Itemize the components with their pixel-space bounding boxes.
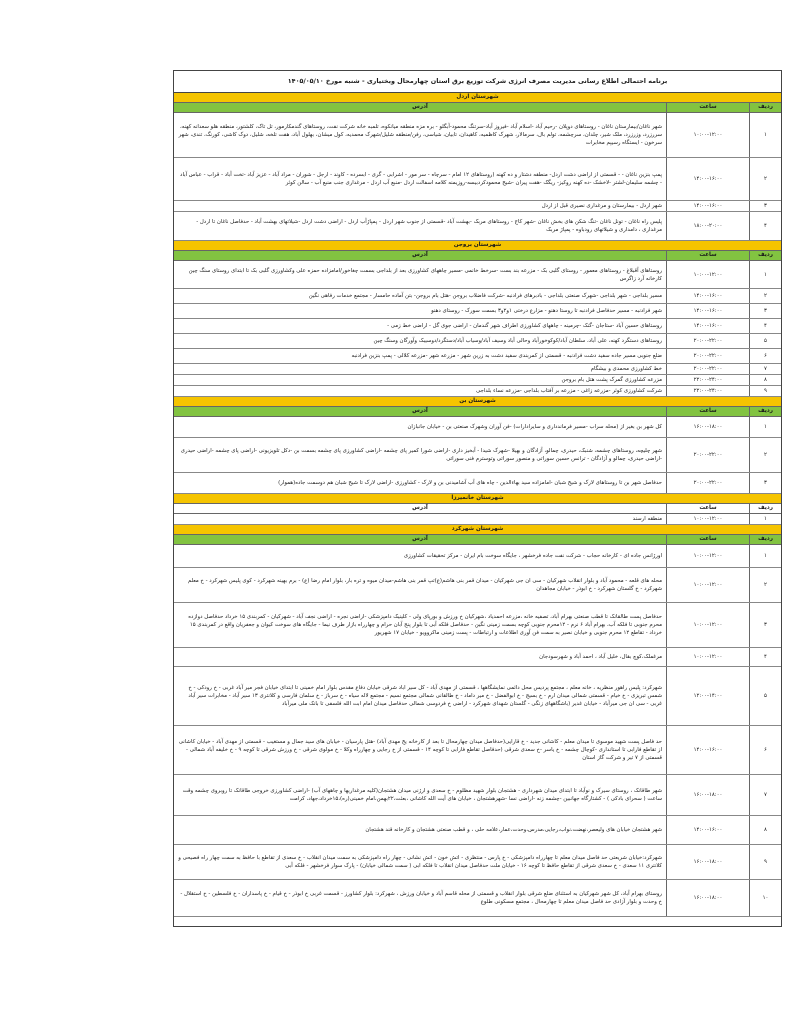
county-header: شهرستان اردل (174, 93, 781, 103)
county-header: شهرستان بروجن (174, 241, 781, 251)
row-address: کل شهر بن بغیر از (محله سراب -مسیر فرماندداری و سایرادارات) -فن آوران وشهرک صنعتی بن - خیابان جانبازان (407, 424, 662, 430)
row-address: شهر ناغان/بیمارستان ناغان - روستاهای دوپلان -رحیم آباد -اسلام آباد -فیروز آباد-سرتنگ محمود-آبگلو - بره مزه منطقه میانکوه، تلمبه خانه شرکت نفت، روستاهای گندمکارمور، تل تاک، کلشتور، منطقه هلو سعدانه کهنه، سررزرد، وزرزرد، ملک شیر، چلدان، سرچشمه، تولم بال، سرمالار، شهرک کاظمیه، کاهیدان، تابیان، شیاسی، رفن/منطقه شلیل/شهرک محمدیه، کول میشان، بهلول آباد، هفت تلخه، شلیل، دوک کاشی، کورنگ، تندی، شهر سرخون - ایستگاه رسیپم مخابرات (178, 124, 662, 146)
row-time: ۱۸:۰۰-۲۰:۰۰ (666, 212, 749, 240)
table-row (174, 304, 781, 319)
table-row (174, 364, 781, 375)
table-row (174, 775, 781, 816)
column-header-time: ساعت (666, 504, 749, 513)
row-time: ۲۰:۰۰-۲۲:۰۰ (666, 334, 749, 348)
row-address: شهرکرد:خیابان شریعتی حد فاصل میدان معلم تا چهارراه دامپزشکی - خ پارس - منتظری - اتش خون - اتش نشانی - چهار راه دامپزشکی به سمت میدان انقلاب - خ سعدی از تقاطع با حافظ به سمت چهار راه فصیحی و کلانتری ۱۱ سعدی - خ سعدی شرقی از تقاطع حافظ تا کوچه ۱۶ - خیابان ملت حدفاصل میدان انقلاب تا فلکه ابی ( سمت شمالی خیابان) - پارک سوار فرخشهر - فلکه آبی (178, 855, 662, 869)
row-time: ۲۰:۰۰-۲۲:۰۰ (666, 364, 749, 374)
row-address-cell (174, 438, 666, 472)
table-row (174, 319, 781, 334)
row-number: ۴ (749, 212, 781, 240)
row-time: ۱۴:۰۰-۱۶:۰۰ (666, 304, 749, 318)
row-address-cell (174, 289, 666, 303)
county-blocks (174, 93, 781, 917)
row-number: ۴ (749, 319, 781, 333)
table-row (174, 845, 781, 880)
row-number: ۱ (749, 545, 781, 567)
schedule-table (173, 70, 782, 927)
row-number: ۶ (749, 349, 781, 363)
column-header-number: ردیف (749, 407, 781, 416)
row-address: پمپ بنزین ناغان - - قسمتی از اراضی دشت اردل- منطقه دشتار و ده کهنه (روستاهای ۱۲ امام - سرچاه - سر مور - اشرابی - گری - ابسرده - کاوند - ارجل - شوران - مراد آباد - عزیز آباد -تخت آباد - قراب - عباس آباد - چشمه سلیمان-لشتر -لاخشک -ده کهنه روکیز- ریگک -هفت پیران -شیخ محمودکردبیسه-روزیمنه کلامه اسفالت اردل -منبع آب اردل - مرغداری جنب منبع آب - سالن کوثر (180, 172, 662, 186)
row-address: حد فاصل پست شهید موسوی تا میدان معلم - کاشانی جدید - خ قارایی(حدفاصل میدان چهارمحال تا بعد از کارخانه یخ مهدی آباد) -هتل پارسیان - خیابان های سید جمال و مستغیب - قسمتی از مهدی آباد - خیابان کاشانی از تقاطع فارابی تا استانداری -کوچال چشمه - خ یاسر -خ سعدی شرقی (حدفاصل تقاطع فارابی تا کوچه ۱۴ - قسمتی از خ رجایی و چهارراه وکلا - خ مولوی شرقی - خ ورزش شرقی تا کوچه ۹ - خ خلیفه آباد شمالی - قسمتی از ۷ تیر و شرکت گاز استان (178, 739, 662, 761)
column-header-address: آدرس (412, 505, 428, 511)
table-row (174, 261, 781, 289)
row-address-cell (174, 304, 666, 318)
row-time: ۲۰:۰۰-۲۲:۰۰ (666, 349, 749, 363)
table-row (174, 113, 781, 158)
column-header-number: ردیف (749, 504, 781, 513)
row-address-cell (174, 158, 666, 200)
row-time: ۱۰:۰۰-۱۲:۰۰ (666, 113, 749, 157)
row-address: شهر چلیچه، روستاهای چشمه، شنبک، حیدری، چمالو، آزادگان و بهیلا -شهرک شیدا - آبخیز داری -اراضی شورا کمیر پای چشمه -اراضی کشاورزی پای چشمه بسمت بن -دکل تلویزیونی -اراضی پای چشمه -اراضی حیدری -اراضی حیدری، چمالو و آزادگان - ترانس حسین سوراتی و منصور سوراتی وتوسترم فنی سوراتی (180, 448, 662, 462)
table-row (174, 473, 781, 494)
column-header-address: آدرس (412, 408, 428, 414)
row-address-cell (174, 845, 666, 879)
table-row (174, 438, 781, 473)
row-address: شهرکرد: پلیس راهور منظریه ، خانه معلم ، مجتمع پردیس محل دائمی نمایشگاهها ، قسمتی از مهدی آباد - کل سیر اباد شرقی خیابان دفاع مقدس بلوار امام خمینی تا ابتدای خیابان فجر میر آباد غربی - خ رودکی - خ شمس تبریزی - خ خیام - قسمتی شمالی میدان ارم - خ بسیج - خ ابوالفضل - خ میر داماد - خ طالقانی شمالی مجتمع نسیم - مجتمع لاله سیاه - خ سرباز - خ سلمان فارسی و کلانتری ۱۳ سیر آباد - مخابرات سیر آباد غربی - سی ان جی میرآباد - خیابان غدیر (باشگاههای زنگی - گلستان شهدای شهرکرد - اراضی خ فردوسی شمالی حدفاصل میدان امام ابت الله فلسفی تا بانک ملی میرآباد (188, 685, 662, 707)
column-header-address: آدرس (412, 252, 428, 258)
row-number: ۹ (749, 386, 781, 396)
row-address: محله های قلعه - محمود آباد و بلوار انقلاب شهرکیان - سی ان جی شهرکیان - میدان قمر بنی هاشم(ع)تپ قمر بنی هاشم-میدان میوه و تره بار، بلوار امام رضا (ع) - برم بهینه شهرکرد - کوی پلیس شهرکرد - خ معلم شهرکرد - خ گلستان شهرکرد - خ ابوذر - خیابان مجاهدان (187, 578, 662, 592)
column-header-time: ساعت (666, 103, 749, 112)
row-number: ۶ (749, 726, 781, 774)
column-header-time: ساعت (666, 535, 749, 544)
row-number: ۱ (749, 417, 781, 437)
row-number: ۳ (749, 304, 781, 318)
row-address-cell (174, 364, 666, 374)
row-address: شهر فرادنبه - مسیر حدفاصل فرادنبه تا روستا دهنو - مزارع درختی ۱و۲و۳ بسمت سورک - روستای دهنو (431, 308, 662, 314)
table-row (174, 158, 781, 201)
row-number: ۵ (749, 667, 781, 725)
row-address: حدفاصل شهر بن تا روستاهای لارک و شیخ شبان -امامزاده سید بهاءالدین - چاه های آب آشامیدنی بن و لارک - کشاورزی -اراضی لارک تا شیخ شبان هم دوسمت جاده(هموار) (278, 480, 662, 486)
row-address-cell (174, 648, 666, 666)
row-address-cell (174, 417, 666, 437)
row-address-cell (174, 667, 666, 725)
row-address-cell (174, 201, 666, 211)
row-address-cell (174, 603, 666, 647)
table-row (174, 603, 781, 648)
row-address-cell (174, 568, 666, 602)
row-address-cell (174, 334, 666, 348)
row-number: ۴ (749, 648, 781, 666)
table-row (174, 289, 781, 304)
table-row (174, 514, 781, 525)
row-address-cell (174, 775, 666, 815)
column-header-address: آدرس (412, 536, 428, 542)
row-number: ۷ (749, 364, 781, 374)
column-header-time: ساعت (666, 407, 749, 416)
table-row (174, 349, 781, 364)
row-address-cell (174, 261, 666, 288)
row-time: ۲۲:۰۰-۲۴:۰۰ (666, 386, 749, 396)
column-header-number: ردیف (749, 103, 781, 112)
row-time: ۱۴:۰۰-۱۶:۰۰ (666, 201, 749, 211)
row-time: ۱۶:۰۰-۱۸:۰۰ (666, 775, 749, 815)
row-address: شرکت کشاورزی کوثر -مزرعه زاغی - مزرعه بر آفتاب بلداجی -مزرعه نساء بلداجی (475, 388, 662, 394)
row-number: ۱۰ (749, 880, 781, 916)
table-header-row (174, 251, 781, 261)
table-row (174, 726, 781, 775)
row-number: ۸ (749, 816, 781, 844)
row-address-cell (174, 113, 666, 157)
table-header-row (174, 407, 781, 417)
row-address-cell (174, 375, 666, 385)
table-row (174, 568, 781, 603)
row-time: ۱۴:۰۰-۱۶:۰۰ (666, 726, 749, 774)
row-number: ۱ (749, 261, 781, 288)
row-number: ۲ (749, 438, 781, 472)
row-time: ۱۴:۰۰-۱۶:۰۰ (666, 319, 749, 333)
row-number: ۲ (749, 289, 781, 303)
row-address-cell (174, 545, 666, 567)
row-time: ۱۴:۰۰-۱۶:۰۰ (666, 816, 749, 844)
row-address: شهر اردل - بیمارستان و مرغداری نصیری قبل از اردل (541, 203, 662, 209)
row-time: ۱۰:۰۰-۱۲:۰۰ (666, 568, 749, 602)
row-address: شهر طاقانک ، روستای سیرک و نوآباد تا ابتدای میدان شهرداری - هشتجان بلوار شهید مظلوم - خ سعدی و ارژنی میدان هشتجان(کلیه مرغداریها و چاههای آب) -اراضی کشاورزی خروجی طاقانک تا روبروی چشمه وقت ساعت ( سحرای بادکی ) - کشتارگاه جهانبین -چشمه زنه -اراضی نسا -شهرهشتجان ، خیابان های آیت الله کاشانی ،بعثت،۲۲بهمن،امام خمینی(ره)،۱۵خرداد،جهاد، کرامت (182, 788, 662, 802)
table-row (174, 212, 781, 241)
row-time: ۱۴:۰۰-۱۶:۰۰ (666, 158, 749, 200)
row-address: روستاهای آقبلاغ - روستاهای معمور - روستای گلبی بک - مزرعه بند بست -سرخط خانمی -مسیر چاههای کشاورزی بعد از بلداجی بسمت چغاخور/امامزاده حمزه علی وکشاورزی گلبی بک تا ابتدای روستای سنگ چین کارخانه آرد زاگرس (188, 267, 662, 282)
row-address: پلیس راه ناغان - تونل ناغان -تنگ شکن های بخش ناغان -شهر کاج - روستاهای مربک -بهشت آباد -قسمتی از جنوب شهر اردل - پمپاژآب اردل - اراضی دشت اردل -شیلاتهای بهشت آباد - حدفاصل ناغان تا اردل - مرغداری ، دامداری و شیلاتهای رودباوه - پمپاژ مربک (196, 219, 662, 233)
row-address: ضلع جنوبی مسیر جاده سفید دشت فرادنبه - قسمتی از کمربندی سفید دشت به زرین شهر - مزرعه شهر -مزرعه کلالی - پمپ بنزین فرادنبه (351, 353, 662, 359)
row-address-cell (174, 514, 666, 524)
table-row (174, 201, 781, 212)
row-time: ۱۰:۰۰-۱۲:۰۰ (666, 648, 749, 666)
table-row (174, 375, 781, 386)
row-address: منطقه ارسند (632, 516, 662, 522)
row-address: خط کشاورزی محمدی و بیشگام (590, 366, 662, 372)
row-time: ۱۶:۰۰-۱۸:۰۰ (666, 845, 749, 879)
row-address-cell (174, 473, 666, 493)
table-row (174, 880, 781, 917)
table-row (174, 545, 781, 568)
row-address-cell (174, 349, 666, 363)
row-address: روستاهای دستگرد کهنه، علی آباد، سلطان آباد/کوکوخورآباد وحالی آباد وسیف آباد/وسیاب آباد/دستگرد/دوسیبک وآورگان وسنگ چین (373, 338, 662, 344)
row-number: ۳ (749, 603, 781, 647)
table-row (174, 386, 781, 397)
row-time: ۱۰:۰۰-۱۲:۰۰ (666, 545, 749, 567)
column-header-number: ردیف (749, 535, 781, 544)
table-row (174, 417, 781, 438)
row-number: ۸ (749, 375, 781, 385)
row-time: ۱۰:۰۰-۱۲:۰۰ (666, 603, 749, 647)
row-number: ۹ (749, 845, 781, 879)
row-address-cell (174, 816, 666, 844)
row-address: حدفاصل پست طالقانک تا قطب صنعتی بهرام آباد، تصفیه خانه ،مزرعه احمدیاد ،شهرکیان خ ورزش و بورپای ولی - کلینیک دامپزشکی -اراضی نجره - اراضی نجف آباد - شهرکیان - کمربندی ۱۵ خرداد حدفاصل دوازده محرم جنوبی تا فلکه آب، بهرام آباد ۶ نرم - ۱۲محرم جنوبی کوچه بسمت زمینی نگین - حدفاصل فلکه آبی تا بلوار پنج آبان حرام و چهارراه بازار طرف نیما - جایگاه های سوخت کیوان و جعفریان واقع در کمربندی ۱۵ خرداد - تقاطع ۱۲ محرم جنوبی و خیابان نصیر به سمت فن آوری اطلاعات و ارتباطات - پست زمینی ماکروویو - خیابان ۱۷ شهریور (188, 614, 662, 636)
table-row (174, 334, 781, 349)
row-address-cell (174, 880, 666, 916)
table-row (174, 816, 781, 845)
row-time: ۱۶:۰۰-۱۸:۰۰ (666, 880, 749, 916)
county-header: شهرستان شهرکرد (174, 525, 781, 535)
table-header-row (174, 103, 781, 113)
row-number: ۱ (749, 514, 781, 524)
row-time: ۱۰:۰۰-۱۲:۰۰ (666, 261, 749, 288)
row-address-cell (174, 386, 666, 396)
row-address: مسیر بلداجی - شهر بلداجی -شهرک صنعتی بلداجی - بادبرهای فرادنبه -شرکت فاضلاب بروجن -هتل بام بروجن- بتن آماده حامسار - مجتمع خدمات رفاهی نگین (308, 293, 662, 299)
row-number: ۳ (749, 201, 781, 211)
row-address: مرغملک،کوچ بقال، خلیل آباد ، احمد آباد و شهرسودجان (539, 654, 662, 660)
row-address: روستای بهرام آباد، کل شهر شهرکیان به استثنای ضلع شرقی بلوار انقلاب و قسمتی از محله قاسم آباد و خیابان ورزش ، شهرکرد: بلوار کشاورز - قسمت غربی خ ابوذر - خ قیام - خ پاسداران - خ فلسطین - خ استقلال - خ وحدت و بلوار آزادی حد فاصل میدان معلم تا چهارمحال ، مجتمع مسکونی طلوع (180, 891, 662, 905)
column-header-address: آدرس (412, 104, 428, 110)
row-number: ۵ (749, 334, 781, 348)
row-address-cell (174, 212, 666, 240)
row-number: ۲ (749, 568, 781, 602)
row-time: ۱۲:۰۰-۱۴:۰۰ (666, 667, 749, 725)
row-address: روستاهای حسین آباد -ستاجان -گنک -چرمینه - چاههای کشاورزی اطراف شهر گندمان - اراضی جوی گل - اراضی خط زمی - (387, 323, 662, 329)
row-time: ۱۴:۰۰-۱۶:۰۰ (666, 289, 749, 303)
table-header-row (174, 535, 781, 545)
row-address: شهر هشتجان خیابان های ولیعصر،نهضت،نواب،رجایی،مدرس،وحدت،عمار،علامه حلی ، و قطب صنعتی هشتجان و کارخانه قند هشتجان (365, 827, 662, 833)
row-address: اورژانس جاده ای - کارخانه حجاب - شرکت نفت جاده فرخشهر ، جایگاه سوخت بام ایران - مرکز تحقیقات کشاورزی (403, 553, 662, 559)
row-time: ۲۰:۰۰-۲۲:۰۰ (666, 473, 749, 493)
row-number: ۱ (749, 113, 781, 157)
row-number: ۳ (749, 473, 781, 493)
column-header-time: ساعت (666, 251, 749, 260)
county-header: شهرستان خانمیرزا (174, 494, 781, 504)
page-title: برنامه احتمالی اطلاع رسانی مدیریت مصرف انرژی شرکت توزیع برق استان چهارمحال وبختیاری - شنبه مورخ ۱۴۰۵/۰۵/۱۰ (174, 71, 781, 93)
row-time: ۱۶:۰۰-۱۸:۰۰ (666, 417, 749, 437)
county-header: شهرستان بن (174, 397, 781, 407)
row-time: ۲۰:۰۰-۲۲:۰۰ (666, 438, 749, 472)
table-row (174, 648, 781, 667)
row-time: ۱۰:۰۰-۱۲:۰۰ (666, 514, 749, 524)
table-row (174, 667, 781, 726)
row-address-cell (174, 726, 666, 774)
table-header-row (174, 504, 781, 514)
row-address-cell (174, 319, 666, 333)
column-header-number: ردیف (749, 251, 781, 260)
row-number: ۷ (749, 775, 781, 815)
row-number: ۲ (749, 158, 781, 200)
row-time: ۲۲:۰۰-۲۴:۰۰ (666, 375, 749, 385)
row-address: مزرعه کشاورزی گمرک پشت هتل بام بروجن (561, 377, 662, 383)
